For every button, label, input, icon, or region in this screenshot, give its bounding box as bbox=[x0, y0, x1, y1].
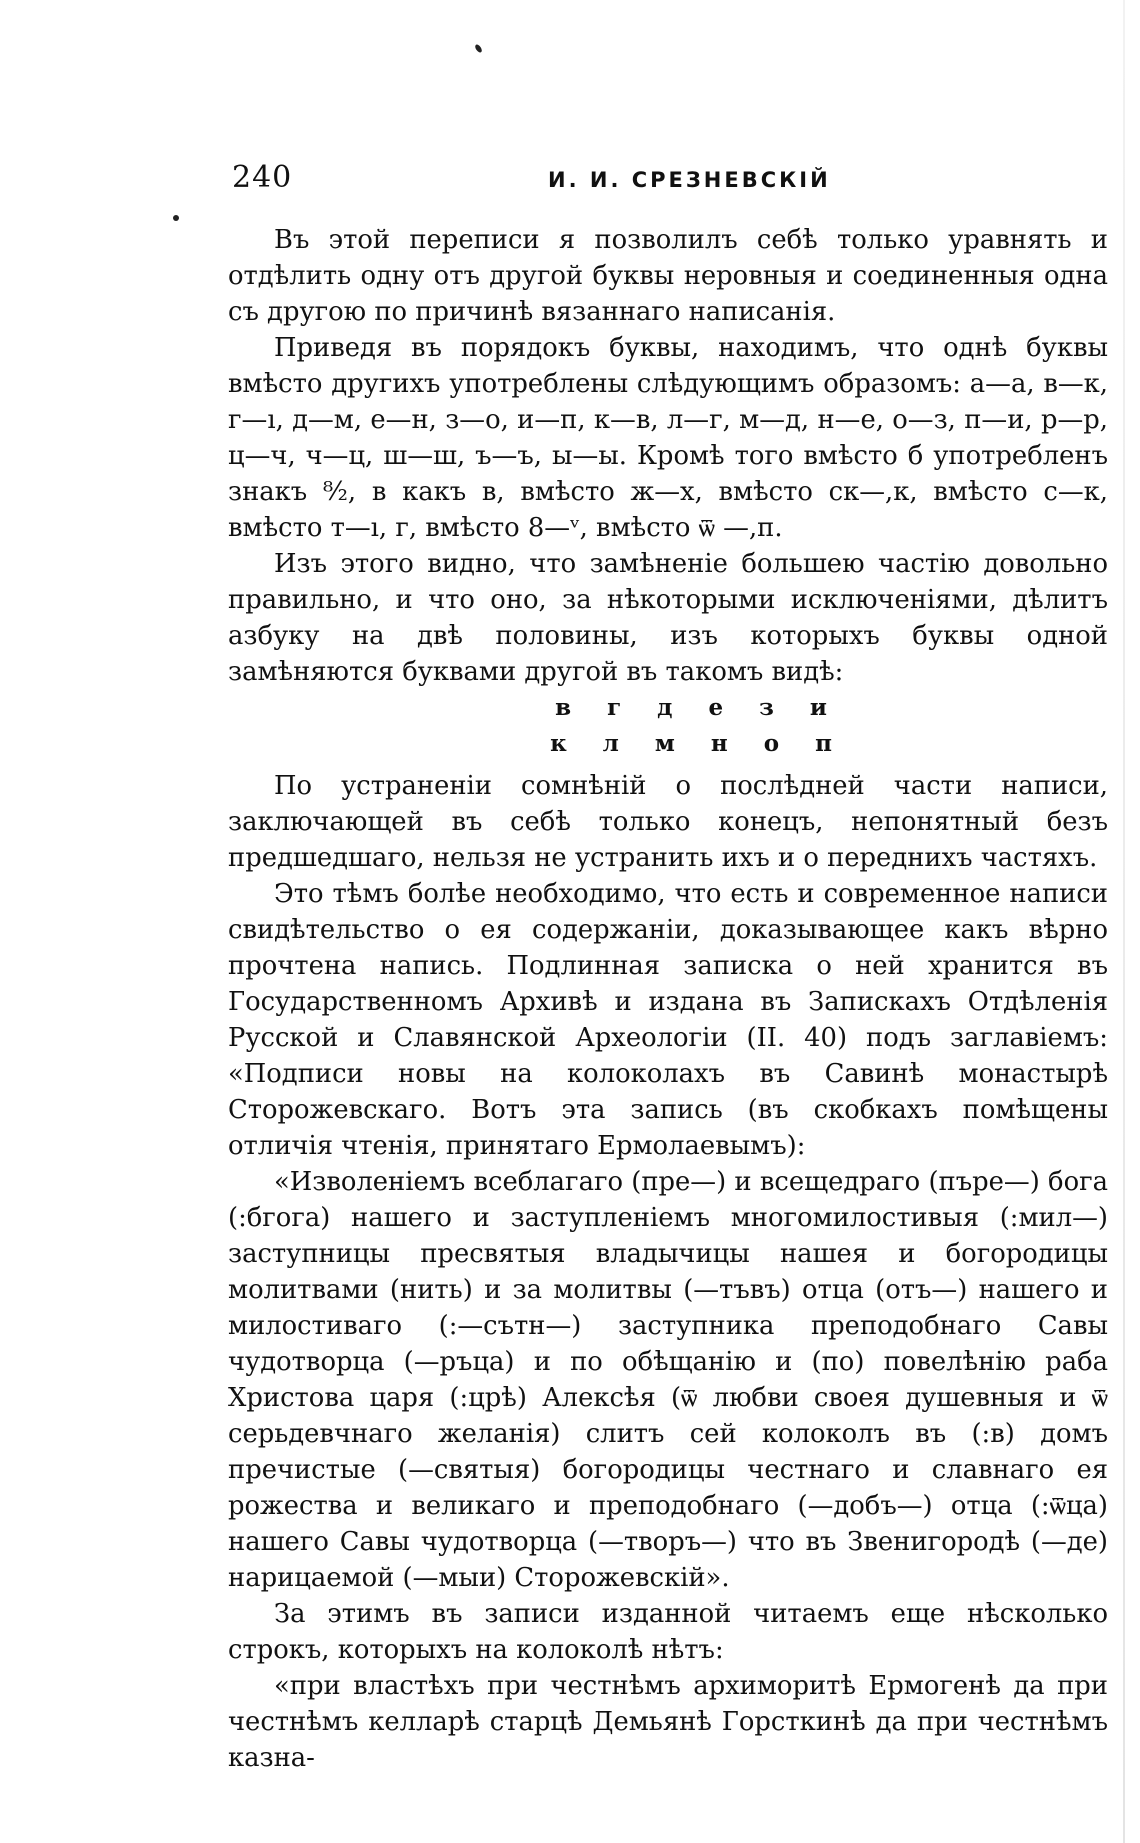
page-edge-shadow bbox=[1123, 0, 1125, 1843]
paragraph: Изъ этого видно, что замѣненіе большею частію довольно правильно, и что оно, за нѣкоторыми исключеніями, дѣлитъ азбуку на двѣ половины, изъ которыхъ буквы одной замѣняются буквами другой въ такомъ видѣ: bbox=[228, 549, 1108, 687]
paragraph: По устраненіи сомнѣній о послѣдней части написи, заключающей въ себѣ только конецъ, непонятный безъ предшедшаго, нельзя не устранить ихъ и о переднихъ частяхъ. bbox=[228, 771, 1108, 873]
ink-speck bbox=[173, 215, 179, 221]
page-number: 240 bbox=[232, 160, 293, 195]
page-header bbox=[0, 160, 1140, 200]
cipher-row-top: в г д е з и bbox=[555, 694, 841, 721]
paragraph: Это тѣмъ болѣе необходимо, что есть и современное написи свидѣтельство о ея содержаніи, доказывающее какъ вѣрно прочтена напись. Подлинная записка о ней хранится въ Государственномъ Архивѣ и издана въ Запискахъ Отдѣленія Русской и Славянской Археологіи (II. 40) подъ заглавіемъ: «Подписи новы на колоколахъ въ Савинѣ монастырѣ Сторожевскаго. Вотъ эта запись (въ скобкахъ помѣщены отличія чтенія, принятаго Ермолаевымъ): bbox=[228, 879, 1108, 1161]
paragraph: За этимъ въ записи изданной читаемъ еще нѣсколько строкъ, которыхъ на колоколѣ нѣтъ: bbox=[228, 1599, 1108, 1665]
paragraph: «Изволеніемъ всеблагаго (пре—) и всещедраго (пъре—) бога (:бгога) нашего и заступленіемъ многомилостивыя (:мил—) заступницы пресвятыя владычицы нашея и богородицы молитвами (нить) и за молитвы (—тъвъ) отца (отъ—) нашего и милостиваго (:—сътн—) заступника преподобнаго Савы чудотворца (—ръца) и по обѣщанію и (по) повелѣнію раба Христова царя (:црѣ) Алексѣя (ѿ любви своея душевныя и ѿ серьдевчнаго желанія) слитъ сей колоколъ въ (:в) домъ пречистые (—святыя) богородицы честнаго и славнаго ея рожества и великаго и преподобнаго (—добъ—) отца (:ѿца) нашего Савы чудотворца (—творъ—) что въ Звенигородѣ (—де) нарицаемой (—мыи) Сторожевскій». bbox=[228, 1167, 1108, 1593]
paragraph: Въ этой переписи я позволилъ себѣ только уравнять и отдѣлить одну отъ другой буквы неровныя и соединенныя одна съ другою по причинѣ вязаннаго написанія. bbox=[228, 225, 1108, 327]
running-head: И. И. СРЕЗНЕВСКІЙ bbox=[548, 168, 831, 192]
cipher-row-bottom: к л м н о п bbox=[550, 730, 846, 757]
body-text bbox=[228, 222, 1108, 1776]
paragraph: Приведя въ порядокъ буквы, находимъ, что однѣ буквы вмѣсто другихъ употреблены слѣдующимъ образомъ: а—а, в—к, г—ı, д—м, е—н, з—о, и—п, к—в, л—г, м—д, н—е, о—з, п—и, р—р, ц—ч, ч—ц, ш—ш, ъ—ъ, ы—ы. Кромѣ того вмѣсто б употребленъ знакъ ⁸⁄₂, в какъ в, вмѣсто ж—х, вмѣсто ск—,к, вмѣсто с—к, вмѣсто т—ı, г, вмѣсто 8—ᵛ, вмѣсто ѿ —,п. bbox=[228, 333, 1108, 543]
ink-speck bbox=[474, 43, 483, 53]
paragraph: «при властѣхъ при честнѣмъ архиморитѣ Ермогенѣ да при честнѣмъ келларѣ старцѣ Демьянѣ Горсткинѣ да при честнѣмъ казна- bbox=[228, 1671, 1108, 1773]
